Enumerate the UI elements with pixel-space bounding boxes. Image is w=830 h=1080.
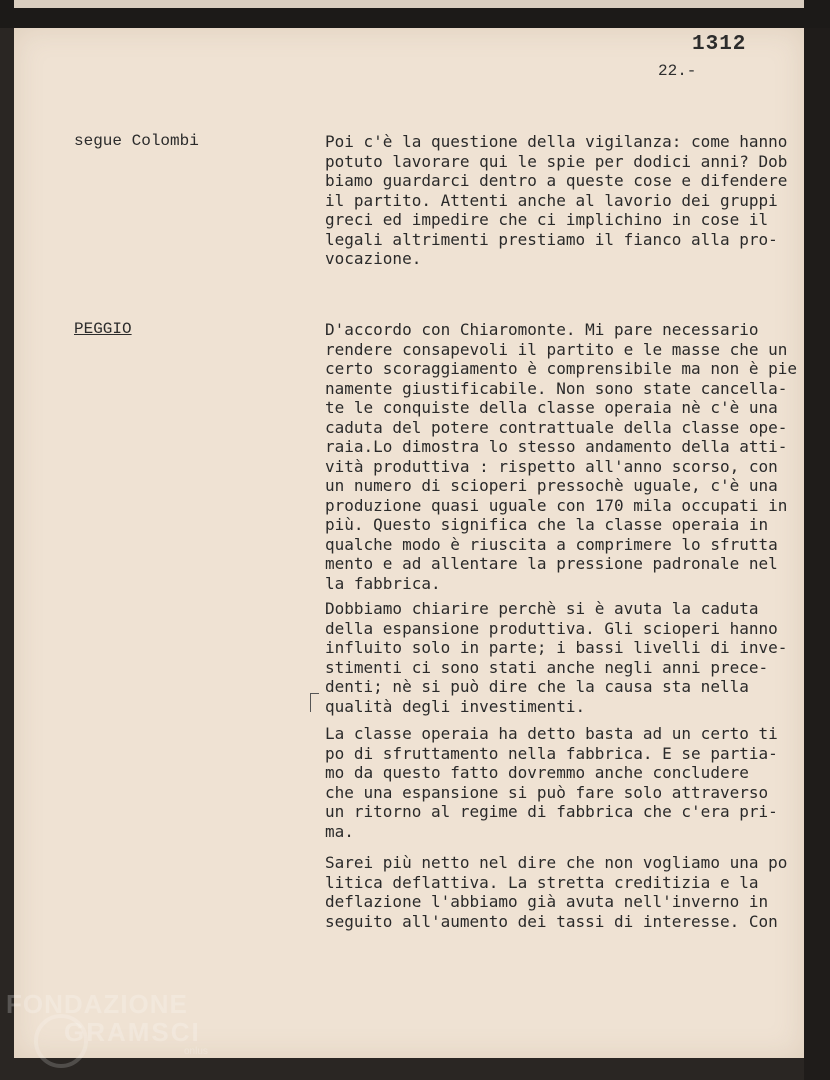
watermark-logo-icon (34, 1014, 88, 1068)
archive-watermark (6, 990, 208, 1057)
watermark-line2: GRAMSCI (64, 1017, 201, 1047)
sheet-number: 22.- (658, 62, 697, 80)
speech-paragraph: Dobbiamo chiarire perchè si è avuta la caduta della espansione produttiva. Gli scioperi hanno influito solo in parte; i bassi livelli di inve- stimenti ci sono stati anche negli anni prece- denti; nè si può dire che la causa sta nella qualità degli investimenti. (325, 599, 788, 716)
page-number: 1312 (692, 33, 747, 56)
watermark-sub: onlus (184, 1046, 208, 1057)
speech-paragraph: Poi c'è la questione della vigilanza: come hanno potuto lavorare qui le spie per dodici anni? Dob biamo guardarci dentro a queste cose e difendere il partito. Attenti anche al lavorio dei gruppi greci ed impedire che ci implichino in cose il legali altrimenti prestiamo il fianco alla pro- vocazione. (325, 132, 788, 268)
speech-paragraph: D'accordo con Chiaromonte. Mi pare necessario rendere consapevoli il partito e le masse che un certo scoraggiamento è comprensibile ma non è namente giustificabile. Non sono state cancella- te le conquiste della classe operaia nè c'è una caduta del potere contrattuale della classe ope- raia.Lo dimostra lo stesso andamento della atti- vità produttiva : rispetto all'anno scorso, con un numero di scioperi pressochè uguale, c'è una produzione quasi uguale con 170 mila occupati in più. Questo significa che la classe operaia in qualche modo è riuscita a comprimere lo sfrutta mento e ad allentare la pressione padronale nel la fabbrica. (325, 320, 788, 593)
speech-paragraph: La classe operaia ha detto basta ad un certo ti po di sfruttamento nella fabbrica. E se partia- mo da questo fatto dovremmo anche concludere che una espansione si può fare solo attraverso un ritorno al regime di fabbrica che c'era pri- ma. (325, 724, 778, 841)
margin-bracket-mark (310, 693, 319, 712)
scanner-right-edge (804, 28, 830, 1080)
speech-paragraph: Sarei più netto nel dire che non vogliamo una po litica deflattiva. La stretta creditizia e la deflazione l'abbiamo già avuta nell'inverno in seguito all'aumento dei tassi di interesse. Con (325, 853, 788, 931)
watermark-line1: FONDAZIONE (6, 989, 188, 1019)
speaker-label-peggio: PEGGIO (74, 320, 132, 338)
page-top-edge (14, 0, 804, 8)
speaker-label-colombi: segue Colombi (74, 132, 199, 150)
